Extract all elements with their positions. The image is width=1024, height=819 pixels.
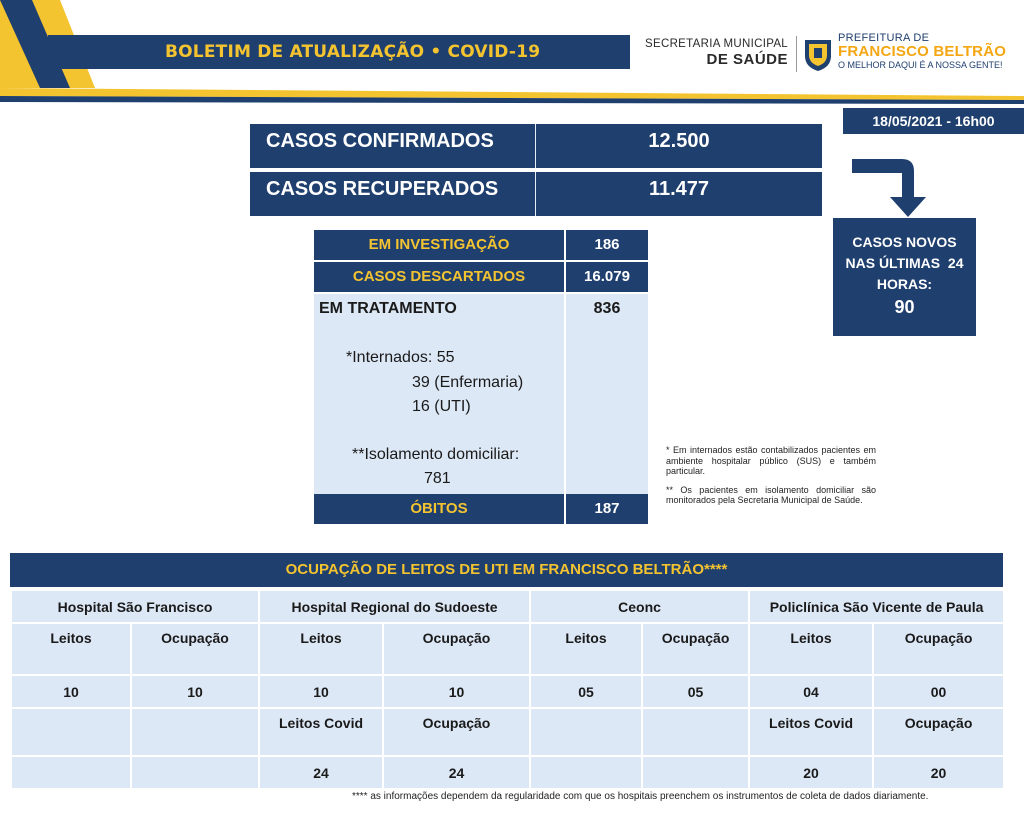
prefeitura-slogan: O MELHOR DAQUI É A NOSSA GENTE! <box>838 60 1003 70</box>
recovered-row <box>250 172 822 216</box>
discarded-value: 16.079 <box>584 268 630 285</box>
table-cell: 05 <box>530 675 642 708</box>
hospital-header-row <box>11 590 1004 623</box>
empty-cell <box>11 756 131 789</box>
table-cell: 10 <box>131 675 259 708</box>
table-cell: 20 <box>873 756 1004 789</box>
empty-cell <box>131 756 259 789</box>
new-cases-box <box>833 218 976 336</box>
bulletin-title: BOLETIM DE ATUALIZAÇÃO • COVID-19 <box>165 42 541 62</box>
covid-sub-header-row <box>11 708 1004 756</box>
uti-table <box>10 589 1005 790</box>
col-leitos-covid: Leitos Covid <box>259 708 383 756</box>
new-cases-line2: NAS ÚLTIMAS 24 <box>845 255 964 271</box>
treatment-value: 836 <box>593 300 621 317</box>
hospital-name: Ceonc <box>530 590 749 623</box>
prefeitura-line1: PREFEITURA DE <box>838 32 930 44</box>
col-ocupacao: Ocupação <box>642 623 749 675</box>
icu-line: 16 (UTI) <box>412 398 471 415</box>
empty-cell <box>530 756 642 789</box>
treatment-label: EM TRATAMENTO <box>319 300 457 317</box>
sub-header-row <box>11 623 1004 675</box>
investigation-label: EM INVESTIGAÇÃO <box>314 230 566 260</box>
col-ocupacao: Ocupação <box>383 623 530 675</box>
table-cell: 24 <box>259 756 383 789</box>
col-ocupacao: Ocupação <box>873 623 1004 675</box>
home-isolation-value: 781 <box>424 470 451 487</box>
prefeitura-logo <box>838 32 1006 70</box>
values-row <box>11 675 1004 708</box>
col-leitos: Leitos <box>11 623 131 675</box>
new-cases-value: 90 <box>894 297 915 317</box>
deaths-label: ÓBITOS <box>314 494 566 524</box>
table-cell: 24 <box>383 756 530 789</box>
notes <box>666 445 876 514</box>
investigation-row <box>314 230 648 260</box>
deaths-row <box>314 494 648 524</box>
empty-cell <box>642 756 749 789</box>
recovered-label: CASOS RECUPERADOS <box>250 172 536 216</box>
confirmed-row <box>250 124 822 168</box>
col-leitos-covid: Leitos Covid <box>749 708 873 756</box>
hospital-name: Policlínica São Vicente de Paula <box>749 590 1004 623</box>
treatment-block <box>314 294 648 494</box>
new-cases-line3: HORAS: <box>876 276 933 292</box>
empty-cell <box>11 708 131 756</box>
hospital-name: Hospital São Francisco <box>11 590 259 623</box>
col-ocupacao: Ocupação <box>873 708 1004 756</box>
secretaria-line1: SECRETARIA MUNICIPAL <box>645 38 788 50</box>
prefeitura-line2: FRANCISCO BELTRÃO <box>838 43 1007 60</box>
note-hospitalized: * Em internados estão contabilizados pacientes em ambiente hospitalar público (SUS) e também particular. <box>666 445 876 476</box>
col-ocupacao: Ocupação <box>131 623 259 675</box>
covid-values-row <box>11 756 1004 789</box>
home-isolation-line: **Isolamento domiciliar: <box>352 446 520 463</box>
status-table <box>314 230 648 524</box>
table-cell: 20 <box>749 756 873 789</box>
empty-cell <box>131 708 259 756</box>
col-leitos: Leitos <box>530 623 642 675</box>
date-badge: 18/05/2021 - 16h00 <box>843 108 1024 134</box>
empty-cell <box>642 708 749 756</box>
discarded-label: CASOS DESCARTADOS <box>314 262 566 292</box>
city-crest-icon <box>803 36 833 72</box>
note-home-isolation: ** Os pacientes em isolamento domiciliar são monitorados pela Secretaria Municipal de Saúde. <box>666 484 876 505</box>
col-leitos: Leitos <box>749 623 873 675</box>
table-cell: 10 <box>383 675 530 708</box>
empty-cell <box>530 708 642 756</box>
logo-divider <box>796 36 797 72</box>
uti-title: OCUPAÇÃO DE LEITOS DE UTI EM FRANCISCO BELTRÃO**** <box>10 553 1003 587</box>
secretaria-line2: DE SAÚDE <box>706 51 788 68</box>
discarded-row <box>314 262 648 292</box>
table-cell: 04 <box>749 675 873 708</box>
table-cell: 10 <box>259 675 383 708</box>
arrow-down-icon <box>850 155 930 220</box>
table-cell: 00 <box>873 675 1004 708</box>
hospitalized-line: *Internados: 55 <box>346 349 455 366</box>
hospital-name: Hospital Regional do Sudoeste <box>259 590 530 623</box>
uti-footnote: **** as informações dependem da regularidade com que os hospitais preenchem os instrumentos de coleta de dados diariamente. <box>352 791 929 802</box>
deaths-value: 187 <box>594 500 620 517</box>
confirmed-value: 12.500 <box>648 130 710 152</box>
col-ocupacao: Ocupação <box>383 708 530 756</box>
investigation-value: 186 <box>594 236 620 253</box>
col-leitos: Leitos <box>259 623 383 675</box>
recovered-value: 11.477 <box>648 178 710 200</box>
secretaria-logo <box>640 38 788 68</box>
new-cases-line1: CASOS NOVOS <box>852 234 957 250</box>
confirmed-label: CASOS CONFIRMADOS <box>250 124 536 168</box>
table-cell: 05 <box>642 675 749 708</box>
ward-line: 39 (Enfermaria) <box>412 374 524 391</box>
table-cell: 10 <box>11 675 131 708</box>
